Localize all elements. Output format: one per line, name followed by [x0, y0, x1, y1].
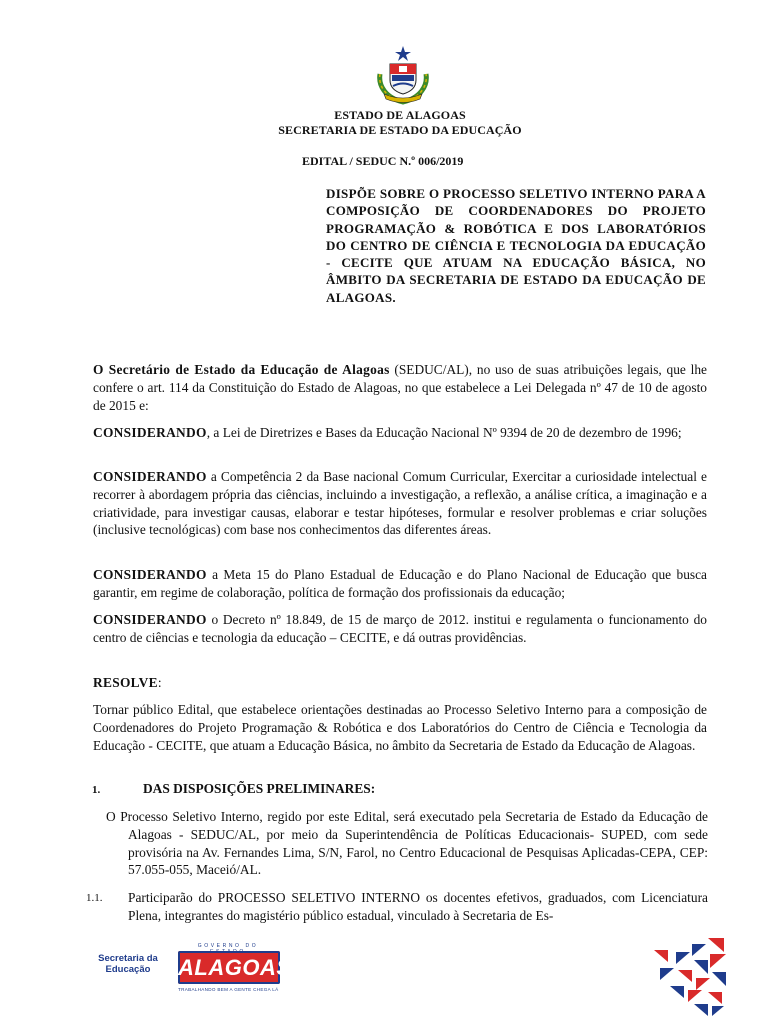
- tagline: TRABALHANDO BEM A GENTE CHEGA LÁ: [178, 987, 279, 992]
- section-title: DAS DISPOSIÇÕES PRELIMINARES:: [143, 781, 376, 796]
- section-paragraph: O Processo Seletivo Interno, regido por este Edital, será executado pela Secretaria de Estado da Educação de Alagoas - SEDUC/AL, por meio da Superintendência de Políticas Educacionais- SUPED, com sede provisória na Av. Fernandes Lima, S/N, Farol, no Centro Educacional de Pesquisas Aplicadas-CEPA, CEP: 57.055-055, Maceió/AL.: [106, 809, 708, 878]
- intro-lead: O Secretário de Estado da Educação de Alagoas: [93, 362, 390, 377]
- resolve-label: RESOLVE: [93, 675, 158, 690]
- resolve-paragraph: Tornar público Edital, que estabelece orientações destinadas ao Processo Seletivo Interno para a composição de Coordenadores do Projeto Programação & Robótica e dos Laboratórios do Centro de Ciência e Tecnologia da Educação - CECITE, que atuam a Educação Básica, no âmbito da Secretaria de Estado da Educação de Alagoas.: [93, 702, 707, 753]
- section-number: 1.: [92, 784, 101, 796]
- edital-number: EDITAL / SEDUC N.º 006/2019: [302, 154, 464, 168]
- considerando-lead: CONSIDERANDO: [93, 425, 207, 440]
- gov-top-label: GOVERNO DO: [197, 943, 259, 949]
- triangle-mosaic-icon: [648, 938, 728, 1016]
- resolve-heading: [93, 674, 707, 692]
- considerando-3: [93, 566, 707, 602]
- edital-subject: DISPÕE SOBRE O PROCESSO SELETIVO INTERNO PARA A COMPOSIÇÃO DE COORDENADORES DO PROJETO PROGRAMAÇÃO & ROBÓTICA E DOS LABORATÓRIOS DO CENTRO DE CIÊNCIA E TECNOLOGIA DA EDUCAÇÃO - CECITE QUE ATUAM NA EDUCAÇÃO BÁSICA, NO ÂMBITO DA SECRETARIA DE ESTADO DA EDUCAÇÃO DE ALAGOAS.: [326, 186, 706, 305]
- intro-text: (SEDUC/AL), no uso de suas atribuições legais, que lhe confere o art. 114 da Constituição do Estado de Alagoas, no que estabelece a Lei Delegada nº 47 de 10 de agosto de 2015 e:: [93, 362, 707, 413]
- considerando-lead: CONSIDERANDO: [93, 567, 207, 582]
- considerando-lead: CONSIDERANDO: [93, 612, 207, 627]
- resolve-colon: :: [157, 675, 162, 690]
- considerando-2: [93, 468, 707, 539]
- item-text: Participarão do PROCESSO SELETIVO INTERNO os docentes efetivos, graduados, com Licenciatura Plena, integrantes do magistério público estadual, vinculado à Secretaria de Es-: [128, 890, 708, 923]
- considerando-text: a Competência 2 da Base nacional Comum Curricular, Exercitar a curiosidade intelectual e recorrer à abordagem própria das ciências, incluindo a investigação, a reflexão, a análise crítica, a imaginação e a criatividade, para investigar causas, elaborar e testar hipóteses, formular e resolver problemas e criar soluções (inclusive tecnológicas) com base nos conhecimentos das diferentes áreas.: [93, 469, 707, 538]
- item-number: 1.1.: [86, 892, 103, 904]
- considerando-1: [93, 424, 707, 442]
- state-heading: ESTADO DE ALAGOAS: [334, 108, 466, 122]
- considerando-text: a Meta 15 do Plano Estadual de Educação e do Plano Nacional de Educação que busca garantir, em regime de colaboração, política de formação dos profissionais da educação;: [93, 567, 707, 600]
- considerando-4: [93, 611, 707, 647]
- alagoas-logo: ALAGOAS: [178, 951, 280, 984]
- considerando-lead: CONSIDERANDO: [93, 469, 207, 484]
- seduc-logo: Secretaria da Educação: [98, 953, 158, 975]
- coat-of-arms-icon: [372, 44, 434, 106]
- considerando-text: , a Lei de Diretrizes e Bases da Educação Nacional Nº 9394 de 20 de dezembro de 1996;: [206, 425, 682, 440]
- intro-paragraph: [93, 361, 707, 414]
- secretariat-heading: SECRETARIA DE ESTADO DA EDUCAÇÃO: [278, 123, 522, 137]
- considerando-text: o Decreto nº 18.849, de 15 de março de 2012. institui e regulamenta o funcionamento do centro de ciências e tecnologia da educação – CECITE, e dá outras providências.: [93, 612, 707, 645]
